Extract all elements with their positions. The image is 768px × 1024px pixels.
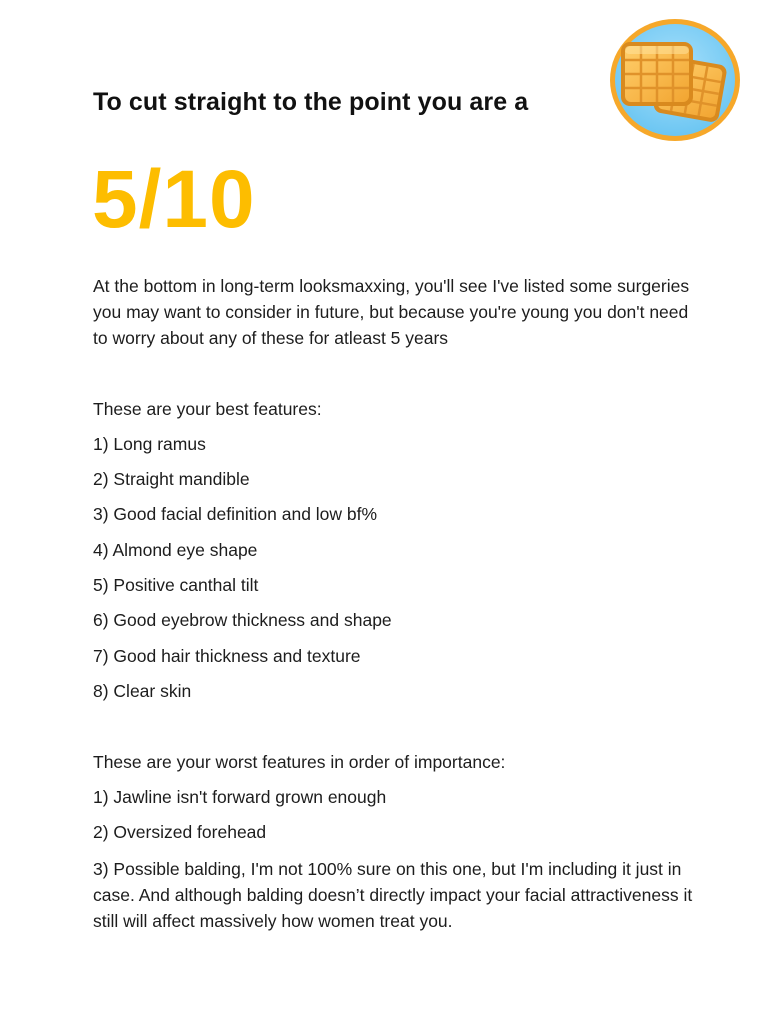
list-item: 1) Long ramus [93, 434, 206, 454]
list-item: 7) Good hair thickness and texture [93, 646, 361, 666]
list-item: 2) Straight mandible [93, 469, 250, 489]
list-item: 3) Possible balding, I'm not 100% sure on this one, but I'm including it just in case. And although balding doesn’t directly impact your facial attractiveness it still will affect massively how women treat you. [93, 859, 693, 931]
list-item: 2) Oversized forehead [93, 822, 267, 842]
list-item: 4) Almond eye shape [93, 540, 258, 560]
waffle-icon [607, 16, 743, 144]
list-item: 5) Positive canthal tilt [93, 575, 259, 595]
list-item: 3) Good facial definition and low bf% [93, 504, 378, 524]
score-rating: 5/10 [92, 154, 256, 245]
list-item: 1) Jawline isn't forward grown enough [93, 787, 387, 807]
list-item: 8) Clear skin [93, 681, 192, 701]
page-title: To cut straight to the point you are a [93, 88, 529, 116]
best-features-heading: These are your best features: [93, 399, 322, 419]
list-item: 6) Good eyebrow thickness and shape [93, 610, 392, 630]
worst-features-heading: These are your worst features in order of importance: [93, 752, 506, 772]
intro-paragraph: At the bottom in long-term looksmaxxing, you'll see I've listed some surgeries you may want to consider in future, but because you're young you don't need to worry about any of these for atleast 5 years [93, 276, 690, 348]
